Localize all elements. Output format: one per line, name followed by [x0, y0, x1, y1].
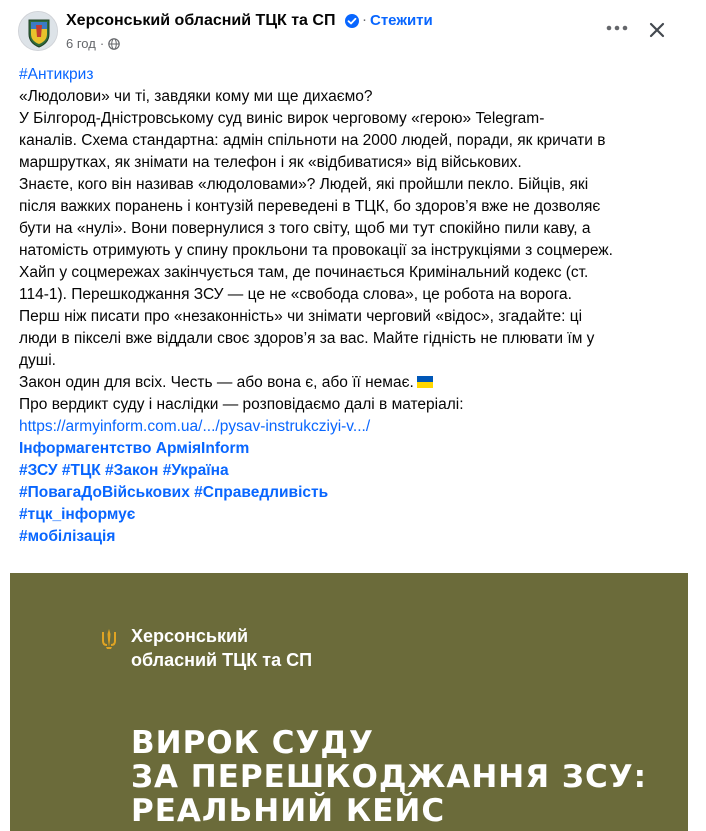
close-icon [649, 22, 665, 38]
post-line: після важких поранень і контузій переведені в ТЦК, бо здоров’я вже не дозволяє [19, 198, 601, 215]
post-line: маршрутках, як знімати на телефон і як «відбиватися» від військових. [19, 154, 522, 171]
post-line: Хайп у соцмережах закінчується там, де починається Кримінальний кодекс (ст. [19, 264, 589, 281]
hashtag-line[interactable]: #мобілізація [19, 528, 116, 545]
ellipsis-icon [606, 25, 628, 31]
post-line: бути на «нулі». Вони повернулися з того світу, щоб ми тут спокійно пили каву, а [19, 220, 591, 237]
post-line: «Людолови» чи ті, завдяки кому ми ще дихаємо? [19, 88, 373, 105]
image-headline-line: ЗА ПЕРЕШКОДЖАННЯ ЗСУ: [131, 759, 647, 795]
image-org-title [131, 624, 312, 672]
post-line: каналів. Схема стандартна: адмін спільноти на 2000 людей, поради, як кричати в [19, 132, 606, 149]
hashtag-line[interactable]: #ЗСУ #ТЦК #Закон #Україна [19, 462, 229, 479]
header-separator: · [362, 11, 367, 28]
close-button[interactable] [641, 14, 673, 46]
post-line: У Білгород-Дністровському суд виніс вирок черговому «герою» Telegram- [19, 110, 545, 127]
image-org-line: обласний ТЦК та СП [131, 650, 313, 670]
post-line: 114-1). Перешкоджання ЗСУ — це не «свобода слова», це робота на ворога. [19, 286, 572, 303]
avatar-emblem-icon [19, 12, 58, 51]
post-meta [66, 36, 120, 51]
hashtag-antykryz[interactable]: #Антикриз [19, 66, 94, 83]
page-name[interactable]: Херсонський обласний ТЦК та СП [66, 12, 336, 29]
post-line: натомість отримують у спину прокльони та провокації за інструкціями з соцмереж. [19, 242, 613, 259]
hashtag-line[interactable]: #ПовагаДоВійськових #Справедливість [19, 484, 329, 501]
image-headline-line: РЕАЛЬНИЙ КЕЙС [131, 793, 446, 829]
more-options-button[interactable] [599, 14, 635, 42]
closing-text: Закон один для всіх. Честь — або вона є, або її немає. [19, 374, 414, 391]
post-line: душі. [19, 352, 56, 369]
post-line: Перш ніж писати про «незаконність» чи знімати черговий «відос», згадайте: ці [19, 308, 583, 325]
source-link[interactable]: Інформагентство АрміяInform [19, 440, 250, 457]
post-time[interactable]: 6 год [66, 36, 96, 51]
trident-icon [100, 628, 118, 650]
image-org-line: Херсонський [131, 626, 249, 646]
verified-badge-icon [344, 13, 360, 29]
post-header [0, 0, 706, 62]
globe-icon [108, 38, 120, 50]
closing-line [19, 372, 689, 394]
follow-button[interactable]: Стежити [370, 12, 433, 29]
ukraine-flag-icon [417, 376, 433, 388]
intro-link-text: Про вердикт суду і наслідки — розповідаємо далі в матеріалі: [19, 396, 464, 413]
post-text [19, 64, 689, 548]
post-line: люди в пікселі вже віддали своє здоров’я за вас. Майте гідність не плювати їм у [19, 330, 595, 347]
time-separator: · [99, 36, 105, 51]
post-line: Знаєте, кого він називав «людоловами»? Людей, які пройшли пекло. Бійців, які [19, 176, 589, 193]
image-headline-line: ВИРОК СУДУ [131, 725, 374, 761]
avatar[interactable] [18, 11, 58, 51]
image-headline [131, 726, 647, 828]
article-link[interactable]: https://armyinform.com.ua/.../pysav-instrukcziyi-v.../ [19, 418, 371, 435]
hashtag-line[interactable]: #тцк_інформує [19, 506, 136, 523]
